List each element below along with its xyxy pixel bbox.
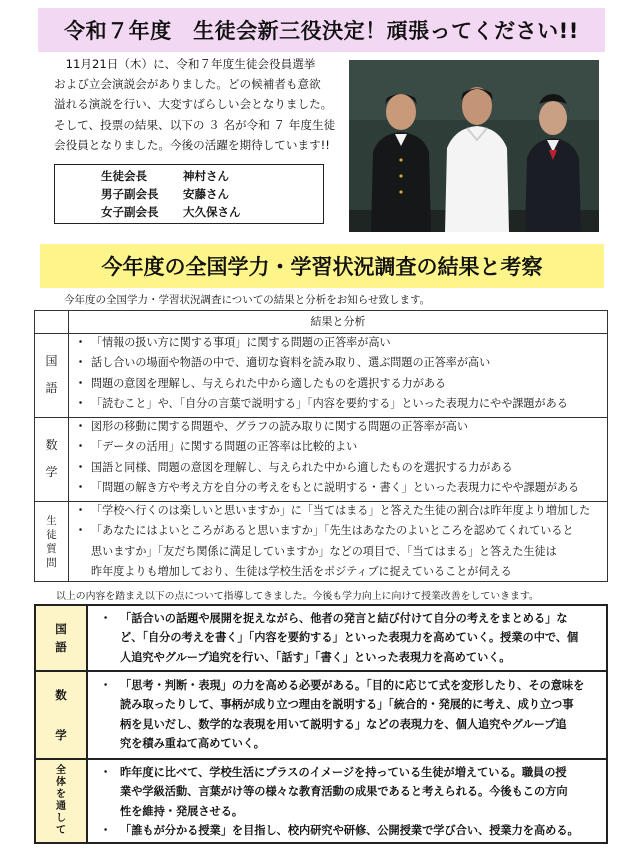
list-text: 柄を見いだし、数学的な表現を用いて説明する」などの表現力を、個人追究やグループ追 (120, 717, 567, 731)
bullet: ・ (75, 480, 87, 494)
list-text: 昨年度に比べて、学校生活にプラスのイメージを持っている生徒が増えている。職員の授 (120, 766, 567, 779)
list-item (75, 353, 601, 373)
list-text: 「あなたにはよいところがあると思いますか」「先生はあなたのよいところを認めてくれていると (91, 524, 574, 538)
subject-char: 国 (55, 622, 67, 636)
bullet: ・ (75, 440, 87, 454)
list-text: 思いますか」「友だち関係に満足していますか」などの項目で、「当てはまる」と答えた生徒は (91, 544, 557, 558)
bullet: ・ (75, 504, 87, 517)
list-text: 「情報の扱い方に関する事項」に関する問題の正答率が高い (91, 336, 391, 349)
officer-role: 女子副会長 (101, 205, 159, 219)
list-item (75, 458, 601, 478)
intro-line: 溢れる演説を行い、大変すばらしい会となりました。 (54, 97, 333, 112)
results-header: 結果と分析 (310, 315, 366, 328)
list-text: ど、「自分の考えを書く」「内容を要約する」といった表現力を高めていく。授業の中で、個 (120, 631, 579, 645)
intro-line: および立会演説会がありました。どの候補者も意欲 (54, 77, 321, 92)
table-rule (36, 670, 606, 672)
intro-line: 11月21日（木）に、令和７年度生徒会役員選挙 (54, 57, 316, 71)
list-text: 「誰もが分かる授業」を目指し、校内研究や研修、公開授業で学び合い、授業力を高める。 (120, 824, 579, 838)
officers-photo (349, 60, 599, 232)
students-photo-illustration (349, 60, 599, 232)
subject-char: 学 (55, 728, 67, 742)
officer-row (101, 167, 229, 185)
survey-banner (40, 244, 604, 288)
results-table (34, 310, 608, 582)
list-text: 「思考・判断・表現」の力を高める必要がある。「目的に応じて式を変形したり、その意味を (120, 679, 585, 692)
improve-math-list (100, 676, 602, 754)
improvement-intro: 以上の内容を踏まえ以下の点について指導してきました。今後も学力向上に向けて授業改善をしていきます。 (56, 591, 539, 602)
improve-subject-japanese (36, 606, 88, 670)
subject-char: 通 (56, 801, 66, 812)
list-item (75, 521, 601, 541)
list-item-continuation (100, 695, 602, 714)
bullet: ・ (75, 396, 87, 410)
list-item (75, 333, 601, 353)
list-item-continuation (100, 734, 602, 753)
list-item-continuation (75, 562, 601, 582)
subject-char: 全 (56, 765, 66, 776)
list-item (75, 417, 601, 437)
survey-intro: 今年度の全国学力・学習状況調査についての結果と分析をお知らせ致します。 (64, 294, 431, 306)
bullet: ・ (100, 824, 112, 838)
officer-name: 安藤さん (183, 187, 229, 201)
improve-subject-overall (36, 760, 88, 842)
results-math-list (75, 417, 601, 498)
list-item (100, 763, 602, 782)
list-item (75, 501, 601, 521)
list-text: 昨年度よりも増加しており、生徒は学校生活をポジティブに捉えていることが伺える (91, 564, 512, 578)
list-text: 図形の移動に関する問題や、グラフの読み取りに関する問題の正答率が高い (91, 420, 468, 433)
bullet: ・ (75, 356, 87, 370)
election-intro (54, 54, 354, 155)
list-text: 「学校へ行くのは楽しいと思いますか」に「当てはまる」と答えた生徒の割合は昨年度より増加した (91, 504, 591, 517)
bullet: ・ (75, 460, 87, 474)
list-item (75, 478, 601, 498)
officers-box (54, 164, 324, 224)
officer-name: 神村さん (183, 169, 229, 183)
improve-subject-math (36, 672, 88, 758)
subject-char: 語 (55, 640, 67, 654)
list-text: 人追究やグループ追究を行い、「話す」「書く」といった表現力を高めていく。 (120, 650, 511, 664)
bullet: ・ (75, 336, 87, 349)
subject-char: 体 (56, 777, 66, 788)
officer-name: 大久保さん (183, 205, 241, 219)
subject-label-student-survey (35, 501, 68, 583)
results-survey-list (75, 501, 601, 582)
results-japanese-list (75, 333, 601, 414)
list-item-continuation (100, 715, 602, 734)
bullet: ・ (100, 766, 112, 779)
list-item-continuation (100, 802, 602, 821)
subject-char: て (56, 825, 66, 836)
list-text: 話し合いの場面や物語の中で、適切な資料を読み取り、選ぶ問題の正答率が高い (91, 356, 491, 370)
officer-role: 生徒会長 (101, 169, 147, 183)
list-item (100, 676, 602, 695)
improvement-table (34, 604, 608, 844)
subject-char: 問 (46, 557, 57, 569)
intro-line: そして、投票の結果、以下の ３ 名が令和 ７ 年度生徒 (54, 117, 336, 132)
list-text: 「読むこと」や、「自分の言葉で説明する」「内容を要約する」といった表現力にやや課題がある (91, 396, 568, 410)
intro-line: 会役員となりました。今後の活躍を期待しています!! (54, 137, 330, 152)
survey-title: 今年度の全国学力・学習状況調査の結果と考察 (101, 255, 543, 279)
list-item-continuation (100, 648, 602, 667)
subject-char: 学 (45, 465, 58, 479)
bullet: ・ (100, 679, 112, 692)
list-item (75, 374, 601, 394)
list-text: 読み取ったりして、事柄が成り立つ理由を説明する」「統合的・発展的に考え、成り立つ事 (120, 698, 574, 712)
list-text: 問題の意図を理解し、与えられた中から適したものを選択する力がある (91, 376, 447, 390)
bullet: ・ (75, 376, 87, 390)
headline-banner (38, 8, 605, 52)
list-item (100, 821, 602, 840)
list-text: 性を維持・発展させる。 (120, 804, 244, 818)
subject-char: 語 (45, 381, 58, 395)
subject-char: 生 (46, 515, 57, 527)
list-text: 「データの活用」に関する問題の正答率は比較的よい (91, 440, 358, 454)
list-item (100, 609, 602, 628)
list-text: 国語と同様、問題の意図を理解し、与えられた中から適したものを選択する力がある (91, 460, 513, 474)
improve-overall-list (100, 763, 602, 841)
improve-japanese-list (100, 609, 602, 667)
subject-label-math (35, 417, 68, 501)
list-text: 業や学級活動、言葉がけ等の様々な教育活動の成果であると考えられる。今後もこの方向 (120, 785, 568, 799)
subject-char: を (56, 789, 66, 800)
table-divider (68, 311, 69, 581)
subject-char: 数 (55, 688, 67, 702)
subject-char: 数 (45, 438, 58, 452)
officer-row (101, 203, 241, 221)
bullet: ・ (100, 612, 112, 625)
list-item (75, 394, 601, 414)
list-text: 究を積み重ねて高めていく。 (120, 737, 265, 751)
subject-char: し (56, 813, 66, 824)
subject-char: 徒 (46, 529, 57, 541)
list-item-continuation (75, 542, 601, 562)
list-item-continuation (100, 628, 602, 647)
officer-row (101, 185, 229, 203)
list-item-continuation (100, 782, 602, 801)
bullet: ・ (75, 524, 87, 538)
table-rule (36, 758, 606, 760)
officer-role: 男子副会長 (101, 187, 159, 201)
subject-label-japanese (35, 333, 68, 417)
headline-title: 令和７年度 生徒会新三役決定！頑張ってください!! (64, 19, 579, 43)
list-text: 「問題の解き方や考え方を自分の考えをもとに説明する・書く」といった表現力にやや課題がある (91, 480, 580, 494)
bullet: ・ (75, 420, 87, 433)
list-text: 「話合いの話題や展開を捉えながら、他者の発言と結び付けて自分の考えをまとめる」な (120, 612, 568, 625)
subject-char: 質 (46, 543, 57, 555)
subject-char: 国 (45, 354, 58, 368)
list-item (75, 437, 601, 457)
